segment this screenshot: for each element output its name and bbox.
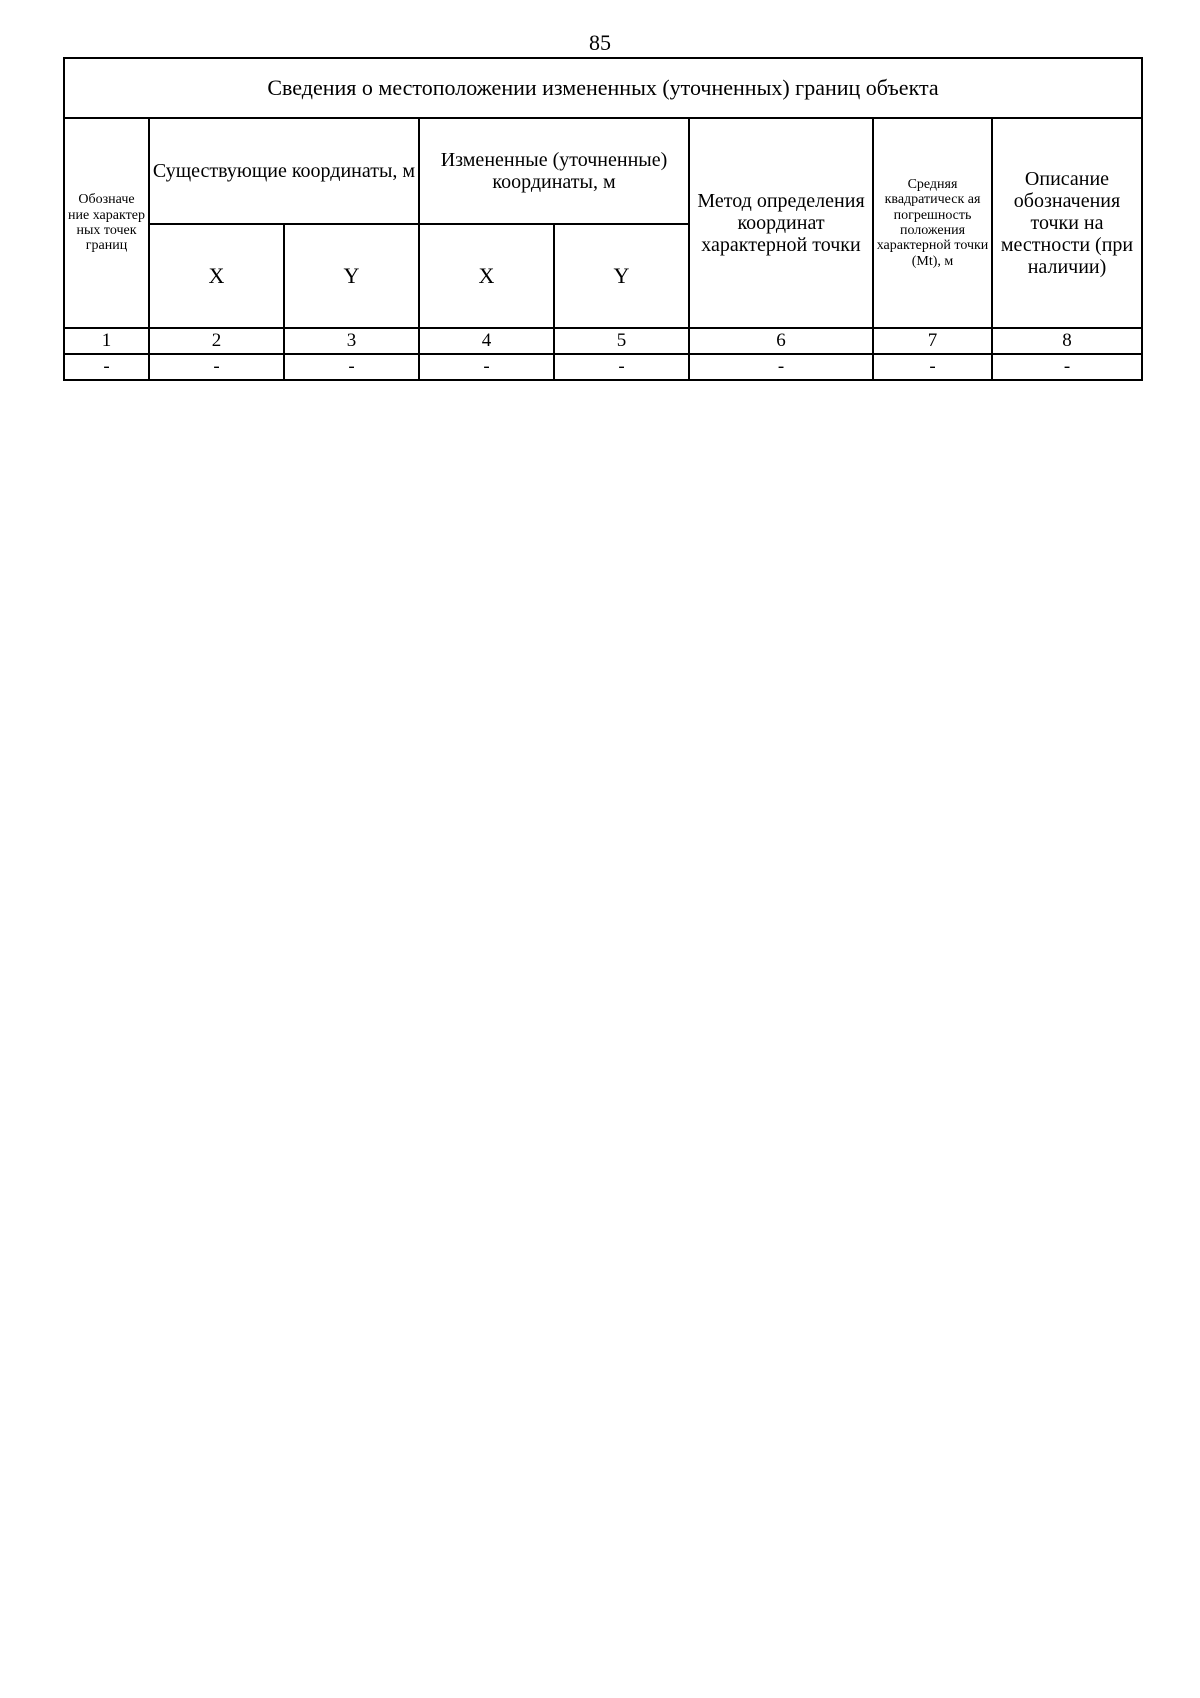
table-cell: - xyxy=(554,354,689,380)
header-changed-x: X xyxy=(419,224,554,328)
header-changed-coordinates: Измененные (уточненные) координаты, м xyxy=(419,118,689,224)
header-method: Метод определения координат характерной точки xyxy=(689,118,873,328)
column-number: 1 xyxy=(64,328,149,354)
header-changed-y: Y xyxy=(554,224,689,328)
boundary-coordinates-table xyxy=(63,57,1143,381)
table-cell: - xyxy=(992,354,1142,380)
header-point-designation: Обозначе ние характер ных точек границ xyxy=(64,118,149,328)
table-cell: - xyxy=(149,354,284,380)
column-number: 3 xyxy=(284,328,419,354)
column-number: 7 xyxy=(873,328,992,354)
table-cell: - xyxy=(284,354,419,380)
page-number: 85 xyxy=(589,30,611,55)
table-cell: - xyxy=(689,354,873,380)
header-point-description: Описание обозначения точки на местности (при наличии) xyxy=(992,118,1142,328)
column-number-row xyxy=(64,328,1142,354)
table-title: Сведения о местоположении измененных (уточненных) границ объекта xyxy=(64,58,1142,118)
column-number: 4 xyxy=(419,328,554,354)
header-mean-square-error: Средняя квадратическ ая погрешность положения характерной точки (Mt), м xyxy=(873,118,992,328)
header-existing-coordinates: Существующие координаты, м xyxy=(149,118,419,224)
table-cell: - xyxy=(64,354,149,380)
column-number: 2 xyxy=(149,328,284,354)
table-cell: - xyxy=(419,354,554,380)
header-existing-x: X xyxy=(149,224,284,328)
column-number: 6 xyxy=(689,328,873,354)
table-cell: - xyxy=(873,354,992,380)
header-existing-y: Y xyxy=(284,224,419,328)
table-row xyxy=(64,354,1142,380)
column-number: 8 xyxy=(992,328,1142,354)
column-number: 5 xyxy=(554,328,689,354)
